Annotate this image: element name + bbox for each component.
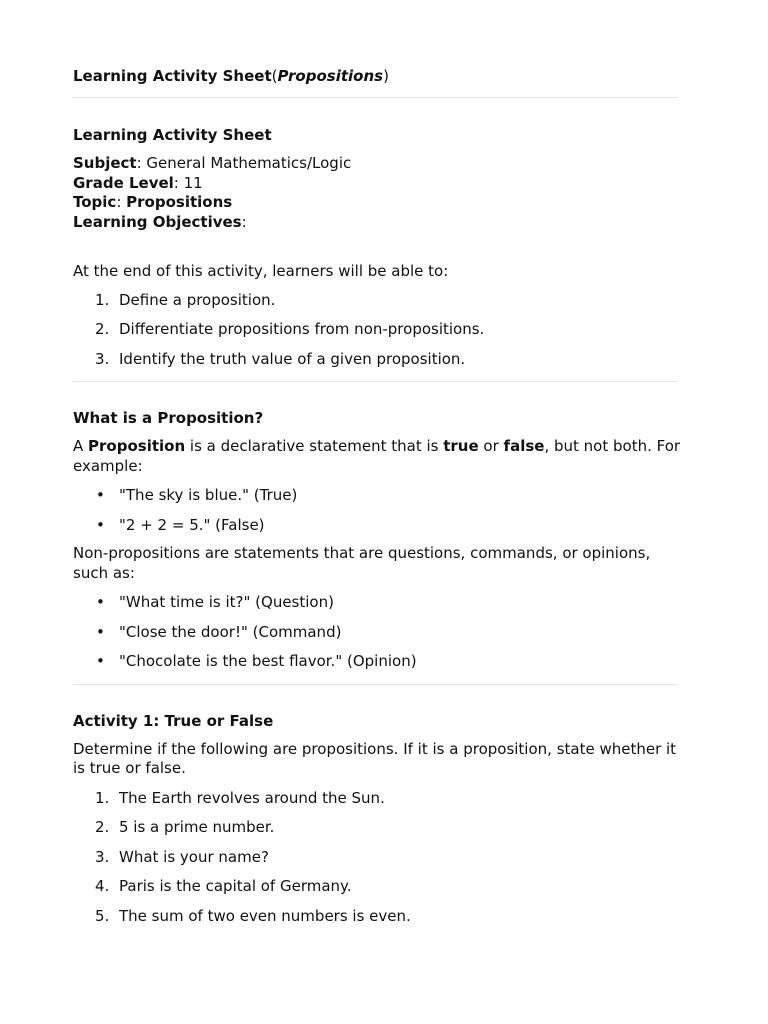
list-item-number: 1. [95,788,110,807]
list-item-text: Differentiate propositions from non-propositions. [119,320,485,338]
objectives-line [73,213,685,233]
sheet-heading: Learning Activity Sheet [73,126,272,144]
list-item-text: "Chocolate is the best flavor." (Opinion) [119,652,417,670]
definition-a: A [73,437,89,455]
what-is-heading: What is a Proposition? [73,409,264,427]
bullet-icon: • [96,622,105,641]
list-item-text: Paris is the capital of Germany. [119,877,352,895]
list-item [73,818,685,838]
document-title-prefix: Learning Activity Sheet [73,67,272,85]
list-item-text: "2 + 2 = 5." (False) [119,515,265,534]
objectives-label: Learning Objectives [73,212,242,231]
list-item [73,486,685,506]
definition-paragraph [73,437,685,476]
list-item-text: "Close the door!" (Command) [119,622,342,641]
list-item [73,907,685,927]
list-item [73,593,685,613]
list-item [73,877,685,897]
topic-sep: : [116,193,127,211]
section-divider [73,684,677,685]
bullet-icon: • [96,652,105,670]
list-item-text: What is your name? [119,847,269,866]
list-item-text: "What time is it?" (Question) [119,593,334,611]
definition-false: false [503,437,545,455]
list-item-number: 1. [95,290,110,309]
list-item [73,789,685,809]
bullet-icon: • [96,593,105,611]
activity-instructions: Determine if the following are propositions. If it is a proposition, state whether it is true or false. [73,739,677,777]
document-title-open-paren: ( [271,67,278,85]
list-item [73,623,685,643]
list-item-number: 2. [95,320,110,338]
list-item-number: 4. [95,877,110,895]
topic-label: Topic [73,193,117,211]
list-item-text: The Earth revolves around the Sun. [119,788,385,807]
section-divider [73,381,677,382]
title-divider [73,97,677,98]
list-item [73,291,685,311]
definition-true: true [443,437,479,455]
list-item-text: 5 is a prime number. [119,818,275,836]
list-item-text: Define a proposition. [119,290,276,309]
topic-line [73,193,685,213]
bullet-icon: • [96,515,105,534]
list-item [73,848,685,868]
list-item-number: 5. [95,906,110,925]
document-title-close-paren: ) [383,67,389,85]
subject-value: : General Mathematics/Logic [136,154,352,172]
list-item [73,652,685,672]
list-item-number: 3. [95,847,110,866]
objectives-sep: : [241,212,247,231]
grade-value: : 11 [173,173,203,192]
document-page [73,66,685,926]
bullet-icon: • [96,486,105,504]
grade-label: Grade Level [73,173,174,192]
list-item-text: "The sky is blue." (True) [119,486,298,504]
list-item-text: The sum of two even numbers is even. [119,906,411,925]
list-item-number: 3. [95,349,110,368]
definition-or: or [478,437,504,455]
non-examples-list [73,593,685,672]
topic-value: Propositions [126,193,233,211]
list-item-number: 2. [95,818,110,836]
list-item-text: Identify the truth value of a given proposition. [119,349,466,368]
objectives-list [73,291,685,370]
examples-list [73,486,685,535]
sheet-meta [73,154,685,232]
objectives-intro: At the end of this activity, learners will be able to: [73,262,449,280]
definition-mid: is a declarative statement that is [185,437,444,455]
subject-label: Subject [73,154,137,172]
list-item [73,320,685,340]
definition-term: Proposition [88,437,186,455]
list-item [73,350,685,370]
subject-line [73,154,685,174]
definition-end: , but not both. For example: [73,437,681,475]
activity-heading: Activity 1: True or False [73,711,274,730]
grade-line [73,174,685,194]
activity-list [73,789,685,927]
non-propositions-intro: Non-propositions are statements that are questions, commands, or opinions, such as: [73,544,651,582]
document-title-topic: Propositions [277,67,384,85]
list-item [73,516,685,536]
document-title [73,66,685,86]
